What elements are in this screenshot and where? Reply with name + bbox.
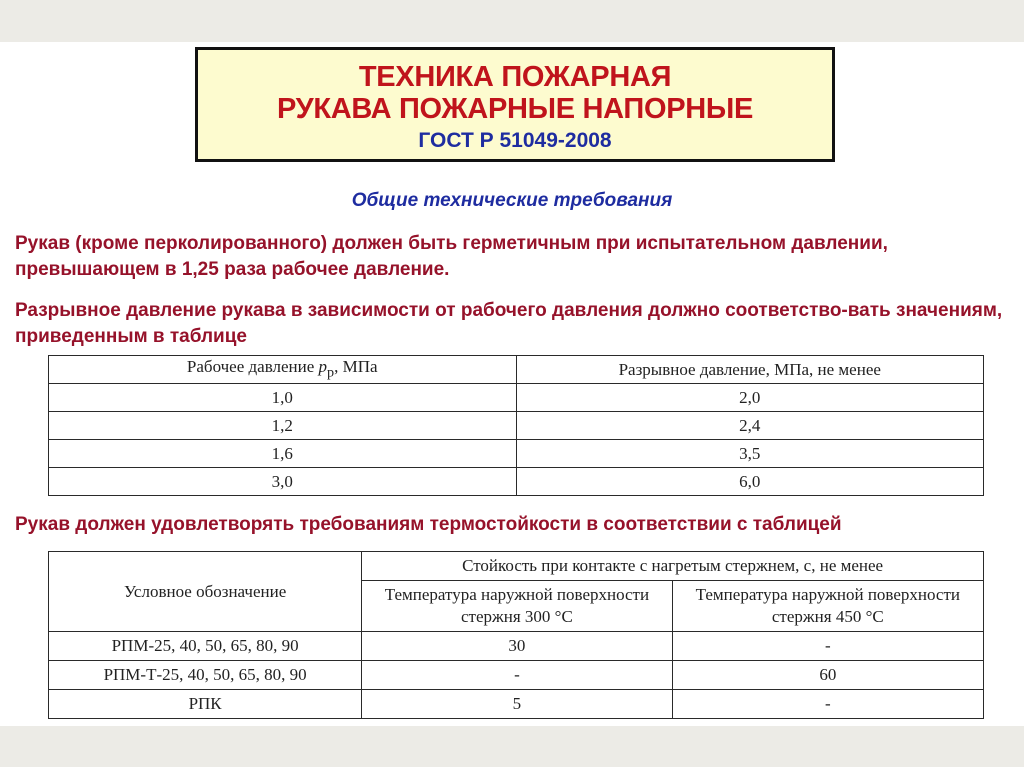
work-pressure-symbol: p bbox=[318, 357, 328, 377]
burst-pressure-header: Разрывное давление, МПа, не менее bbox=[516, 356, 984, 384]
table-row bbox=[49, 384, 984, 412]
table-header-row bbox=[49, 356, 984, 384]
temp-300-header-line2: стержня 300 °С bbox=[461, 607, 573, 626]
section-subtitle: Общие технические требования bbox=[351, 190, 673, 211]
temp-300-cell: 30 bbox=[362, 632, 672, 661]
title-line-2: РУКАВА ПОЖАРНЫЕ НАПОРНЫЕ bbox=[276, 93, 754, 125]
title-box bbox=[195, 47, 835, 162]
temp-450-cell: - bbox=[672, 632, 983, 661]
work-pressure-cell: 3,0 bbox=[49, 468, 517, 496]
table-row bbox=[49, 690, 984, 719]
work-pressure-header bbox=[49, 356, 517, 384]
work-pressure-header-prefix: Рабочее давление bbox=[186, 357, 319, 377]
temp-300-cell: 5 bbox=[362, 690, 672, 719]
resistance-group-header: Стойкость при контакте с нагретым стержнем, с, не менее bbox=[362, 552, 984, 581]
heat-resistance-table bbox=[48, 551, 984, 719]
work-pressure-subscript: р bbox=[327, 364, 335, 381]
designation-cell: РПМ-25, 40, 50, 65, 80, 90 bbox=[49, 632, 362, 661]
designation-header: Условное обозначение bbox=[49, 552, 362, 632]
burst-pressure-cell: 6,0 bbox=[516, 468, 984, 496]
designation-cell: РПМ-Т-25, 40, 50, 65, 80, 90 bbox=[49, 661, 362, 690]
table-row bbox=[49, 440, 984, 468]
work-pressure-cell: 1,6 bbox=[49, 440, 517, 468]
table-header-row bbox=[49, 552, 984, 581]
designation-cell: РПК bbox=[49, 690, 362, 719]
table-row bbox=[49, 632, 984, 661]
slide bbox=[0, 42, 1024, 726]
paragraph-burst-pressure: Разрывное давление рукава в зависимости от рабочего давления должно соответство-вать значениям, приведенным в таблице bbox=[15, 300, 1003, 347]
gost-number: ГОСТ Р 51049-2008 bbox=[418, 129, 612, 152]
temp-300-header bbox=[362, 581, 672, 632]
table-row bbox=[49, 412, 984, 440]
work-pressure-cell: 1,0 bbox=[49, 384, 517, 412]
work-pressure-cell: 1,2 bbox=[49, 412, 517, 440]
burst-pressure-cell: 2,0 bbox=[516, 384, 984, 412]
temp-450-header bbox=[672, 581, 983, 632]
temp-450-header-line2: стержня 450 °С bbox=[771, 607, 884, 626]
paragraph-heat-resistance: Рукав должен удовлетворять требованиям термостойкости в соответствии с таблицей bbox=[15, 514, 842, 535]
table-row bbox=[49, 661, 984, 690]
burst-pressure-cell: 2,4 bbox=[516, 412, 984, 440]
table-row bbox=[49, 468, 984, 496]
paragraph-tightness: Рукав (кроме перколированного) должен быть герметичным при испытательном давлении, превышающем в 1,25 раза рабочее давление. bbox=[15, 233, 888, 280]
temp-450-cell: - bbox=[672, 690, 983, 719]
temp-450-header-line1: Температура наружной поверхности bbox=[695, 585, 960, 604]
title-line-1: ТЕХНИКА ПОЖАРНАЯ bbox=[358, 61, 672, 93]
burst-pressure-table bbox=[48, 355, 984, 496]
temp-300-header-line1: Температура наружной поверхности bbox=[384, 585, 650, 604]
temp-300-cell: - bbox=[362, 661, 672, 690]
work-pressure-unit: , МПа bbox=[334, 357, 378, 377]
temp-450-cell: 60 bbox=[672, 661, 983, 690]
burst-pressure-cell: 3,5 bbox=[516, 440, 984, 468]
